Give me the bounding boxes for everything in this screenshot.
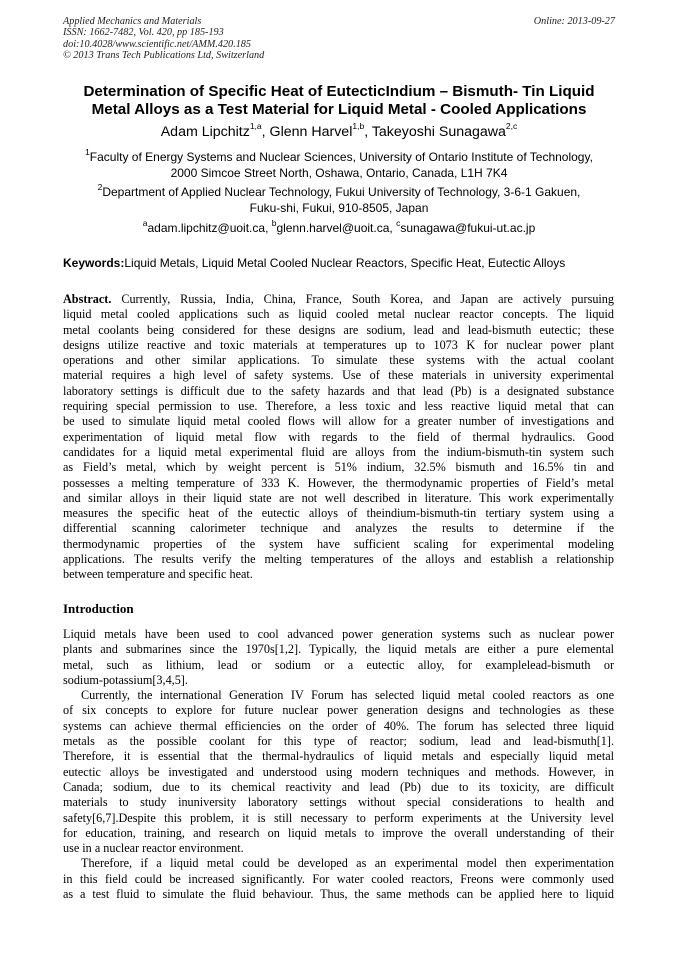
author-2: Glenn Harvel	[269, 124, 353, 140]
introduction-body	[63, 627, 614, 902]
aff1-number: 1	[85, 147, 90, 157]
abstract-line: material requires a high level of safety systems. Use of these materials in university experimental	[63, 368, 614, 383]
aff1-line-2: 2000 Simcoe Street North, Oshawa, Ontario, Canada, L1H 7K4	[170, 165, 508, 180]
author-1-sup: 1,a	[249, 121, 262, 132]
author-1: Adam Lipchitz	[160, 124, 250, 140]
email-a-sup: a	[142, 218, 148, 228]
intro-line: Liquid metals have been used to cool advanced power generation systems such as nuclear power	[63, 627, 614, 641]
abstract-line: measures the specific heat of the eutectic alloys of theindium-bismuth-tin tertiary system using a	[63, 506, 614, 521]
title-line-2: Metal Alloys as a Test Material for Liquid Metal - Cooled Applications	[91, 101, 587, 118]
intro-line: as a test fluid to simulate the fluid behaviour. Thus, the same methods can be applied here to liquid	[63, 887, 614, 902]
email-b-sup: b	[271, 218, 277, 228]
abstract-line: applications. The results verify the melting temperatures of the alloys and establish a relationship	[63, 552, 614, 567]
keywords-label: Keywords:	[63, 256, 125, 270]
aff1-line-1: Faculty of Energy Systems and Nuclear Sciences, University of Ontario Institute of Technology,	[89, 150, 593, 164]
intro-line: materials to study inuniversity laboratory settings without special considerations to health and	[63, 795, 614, 810]
abstract-line: possesses a melting temperature of 333 K. However, the thermodynamic properties of Field’s metal	[63, 475, 614, 490]
author-list: Adam Lipchitz$^{1,a}$, Glenn Harvel$^{1,b}$, Takeyoshi Sunagawa$^{2,c}$	[160, 121, 518, 140]
issn-line: ISSN: 1662-7482, Vol. 420, pp 185-193	[63, 27, 224, 39]
keywords-line	[63, 256, 565, 271]
abstract-line: liquid metal cooled applications such as liquid cooled metal nuclear reactor concepts. The liquid	[63, 307, 614, 322]
email-b[interactable]: glenn.harvel@uoit.ca	[276, 221, 390, 235]
abstract-line: operations and other similar applications. To simulate these systems with the actual coolant	[63, 353, 614, 368]
abstract-line: experimentation of liquid metal flow with regards to the field of thermal hydraulics. Good	[63, 429, 614, 444]
email-a[interactable]: adam.lipchitz@uoit.ca	[147, 221, 266, 235]
abstract-line: laboratory settings is difficult due to the safety hazards and that lead (Pb) is a designated substance	[63, 383, 614, 398]
journal-name: Applied Mechanics and Materials	[63, 16, 202, 27]
copyright-line: © 2013 Trans Tech Publications Ltd, Switzerland	[63, 49, 265, 61]
abstract-label: Abstract.	[63, 292, 112, 306]
author-3-sup: 2,c	[505, 121, 518, 132]
keywords-text: Liquid Metals, Liquid Metal Cooled Nuclear Reactors, Specific Heat, Eutectic Alloys	[124, 256, 566, 270]
intro-line: of six concepts to explore for future nuclear power generation designs and technologies as these	[63, 703, 614, 718]
abstract-line: metal coolants being considered for these designs are sodium, lead and lead-bismuth eutectic; these	[63, 322, 614, 337]
intro-line: plants and submarines since the 1970s[1,2]. Typically, the liquid metals are either a pure elemental	[63, 642, 614, 657]
intro-line: metal, such as lithium, lead or sodium or a eutectic alloy, for examplelead-bismuth or	[63, 657, 614, 672]
intro-line: systems can achieve thermal efficiencies on the order of 40%. The forum has selected three liquid	[63, 718, 614, 733]
abstract-line-0: Currently, Russia, India, China, France, South Korea, and Japan are actively pursuing	[111, 292, 614, 306]
introduction-heading: Introduction	[63, 601, 134, 616]
online-date: Online: 2013-09-27	[533, 16, 615, 27]
abstract-line: candidates for a liquid metal experimental fluid are alloys from the indium-bismuth-tin system such	[63, 444, 614, 459]
author-3: Takeyoshi Sunagawa	[371, 124, 506, 140]
affiliation-1	[40, 147, 638, 181]
intro-line: Therefore, if a liquid metal could be developed as an experimental model then experimentation	[81, 856, 614, 871]
email-list: $^a$adam.lipchitz@uoit.ca, $^b$glenn.harvel@uoit.ca, $^c$sunagawa@fukui-ut.ac.jp	[142, 218, 536, 235]
aff2-number: 2	[97, 182, 103, 192]
abstract-first-line	[63, 292, 614, 307]
aff2-line-1: Department of Applied Nuclear Technology, Fukui University of Technology, 3-6-1 Gakuen,	[102, 185, 581, 199]
paper-title	[40, 83, 638, 119]
abstract-line: and similar alloys in their liquid state are not well described in literature. This work experimentally	[63, 490, 614, 505]
intro-line: Therefore, it is essential that the thermal-hydraulics of liquid metals and especially liquid metal	[63, 749, 614, 764]
intro-line: use in a nuclear reactor environment.	[63, 841, 244, 856]
abstract	[63, 292, 614, 583]
intro-line: in this field could be increased significantly. For water cooled reactors, Freons were commonly used	[63, 871, 614, 886]
intro-line: Currently, the international Generation IV Forum has selected liquid metal cooled reactors as one	[81, 688, 614, 703]
abstract-line: differential scanning calorimeter technique and analyzes the results to determine if the	[63, 521, 614, 536]
intro-line: sodium-potassium[3,4,5].	[63, 672, 188, 687]
journal-header	[63, 16, 264, 61]
author-2-sup: 1,b	[352, 121, 365, 132]
doi-line: doi:10.4028/www.scientific.net/AMM.420.185	[63, 38, 251, 50]
intro-line: for education, training, and research on liquid metals to improve the overall understanding of their	[63, 825, 614, 840]
intro-line: eutectic alloys be investigated and understood using modern techniques and methods. However, in	[63, 764, 614, 779]
affiliation-2	[40, 182, 638, 216]
abstract-line: be used to simulate liquid metal cooled flows will allow for a greater number of investigations and	[63, 414, 614, 429]
email-c-sup: c	[396, 218, 401, 228]
abstract-line: as Field’s metal, which by weight percent is 51% indium, 32.5% bismuth and 16.5% tin and	[63, 460, 614, 475]
title-line-1: Determination of Specific Heat of EutecticIndium – Bismuth- Tin Liquid	[83, 83, 595, 100]
email-c[interactable]: sunagawa@fukui-ut.ac.jp	[400, 221, 536, 235]
intro-line: safety[6,7].Despite this problem, it is still necessary to perform experiments at the University level	[63, 810, 614, 825]
abstract-line: thermodynamic properties of the system have sufficient scaling for experimental modeling	[63, 536, 614, 551]
aff2-line-2: Fuku-shi, Fukui, 910-8505, Japan	[249, 200, 429, 215]
intro-line: Canada; sodium, due to its chemical reactivity and lead (Pb) due to its toxicity, are difficult	[63, 779, 614, 794]
abstract-last-line: between temperature and specific heat.	[63, 567, 253, 582]
abstract-line: requiring special permission to use. Therefore, a less toxic and less reactive liquid metal that can	[63, 399, 614, 414]
intro-line: metals as the possible coolant for this type of reactor; sodium, lead and lead-bismuth[1].	[63, 734, 614, 749]
abstract-line: designs utilize reactive and toxic materials at temperatures up to 1073 K for nuclear power plant	[63, 337, 614, 352]
